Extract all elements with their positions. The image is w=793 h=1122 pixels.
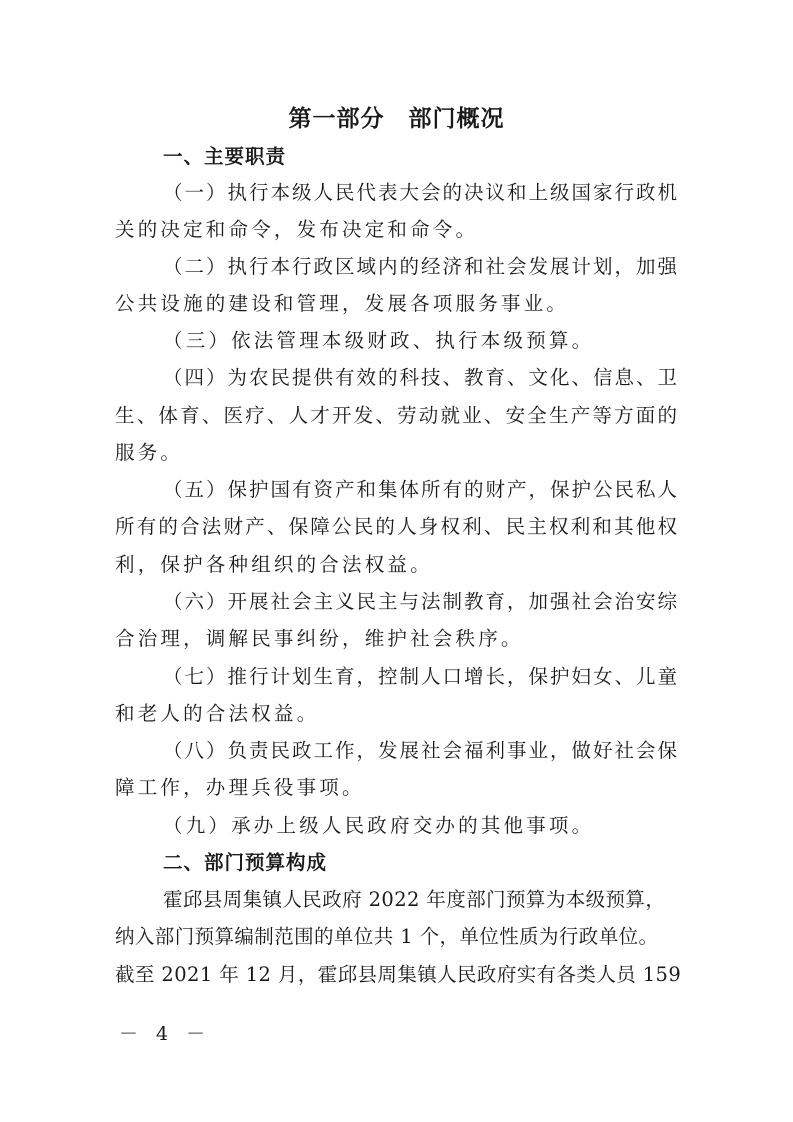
page-number: － 4 －	[119, 1023, 212, 1045]
paragraph-line: （九）承办上级人民政府交办的其他事项。	[163, 814, 595, 837]
paragraph-line: 和老人的合法权益。	[115, 702, 320, 725]
paragraph-line: 障工作，办理兵役事项。	[115, 776, 365, 799]
paragraph-line: 利，保护各种组织的合法权益。	[115, 553, 433, 576]
paragraph-line: 关的决定和命令，发布决定和命令。	[115, 218, 479, 241]
section-heading-duties: 一、主要职责	[163, 145, 287, 168]
paragraph-line: 生、体育、医疗、人才开发、劳动就业、安全生产等方面的	[115, 404, 680, 427]
paragraph-line: （四）为农民提供有效的科技、教育、文化、信息、卫	[163, 366, 680, 389]
paragraph-line: （六）开展社会主义民主与法制教育，加强社会治安综	[163, 590, 680, 613]
paragraph-line: （八）负责民政工作，发展社会福利事业，做好社会保	[163, 739, 680, 762]
paragraph-line: 服务。	[115, 441, 184, 464]
paragraph-line: （七）推行计划生育，控制人口增长，保护妇女、儿童	[163, 665, 680, 688]
section-heading-budget: 二、部门预算构成	[163, 851, 328, 874]
paragraph-line: （二）执行本行政区域内的经济和社会发展计划，加强	[163, 255, 680, 278]
paragraph-line: 合治理，调解民事纠纷，维护社会秩序。	[115, 627, 524, 650]
paragraph-line: 霍邱县周集镇人民政府 2022 年度部门预算为本级预算，	[163, 888, 666, 911]
paragraph-line: 公共设施的建设和管理，发展各项服务事业。	[115, 292, 570, 315]
paragraph-line: 纳入部门预算编制范围的单位共 1 个，单位性质为行政单位。	[115, 925, 659, 948]
paragraph-line: 所有的合法财产、保障公民的人身权利、民主权利和其他权	[115, 515, 680, 538]
paragraph-line: （三）依法管理本级财政、执行本级预算。	[163, 329, 595, 352]
paragraph-line: （五）保护国有资产和集体所有的财产，保护公民私人	[163, 478, 680, 501]
paragraph-line: （一）执行本级人民代表大会的决议和上级国家行政机	[163, 181, 680, 204]
page-title: 第一部分 部门概况	[288, 106, 505, 132]
paragraph-line: 截至 2021 年 12 月，霍邱县周集镇人民政府实有各类人员 159	[115, 963, 682, 986]
